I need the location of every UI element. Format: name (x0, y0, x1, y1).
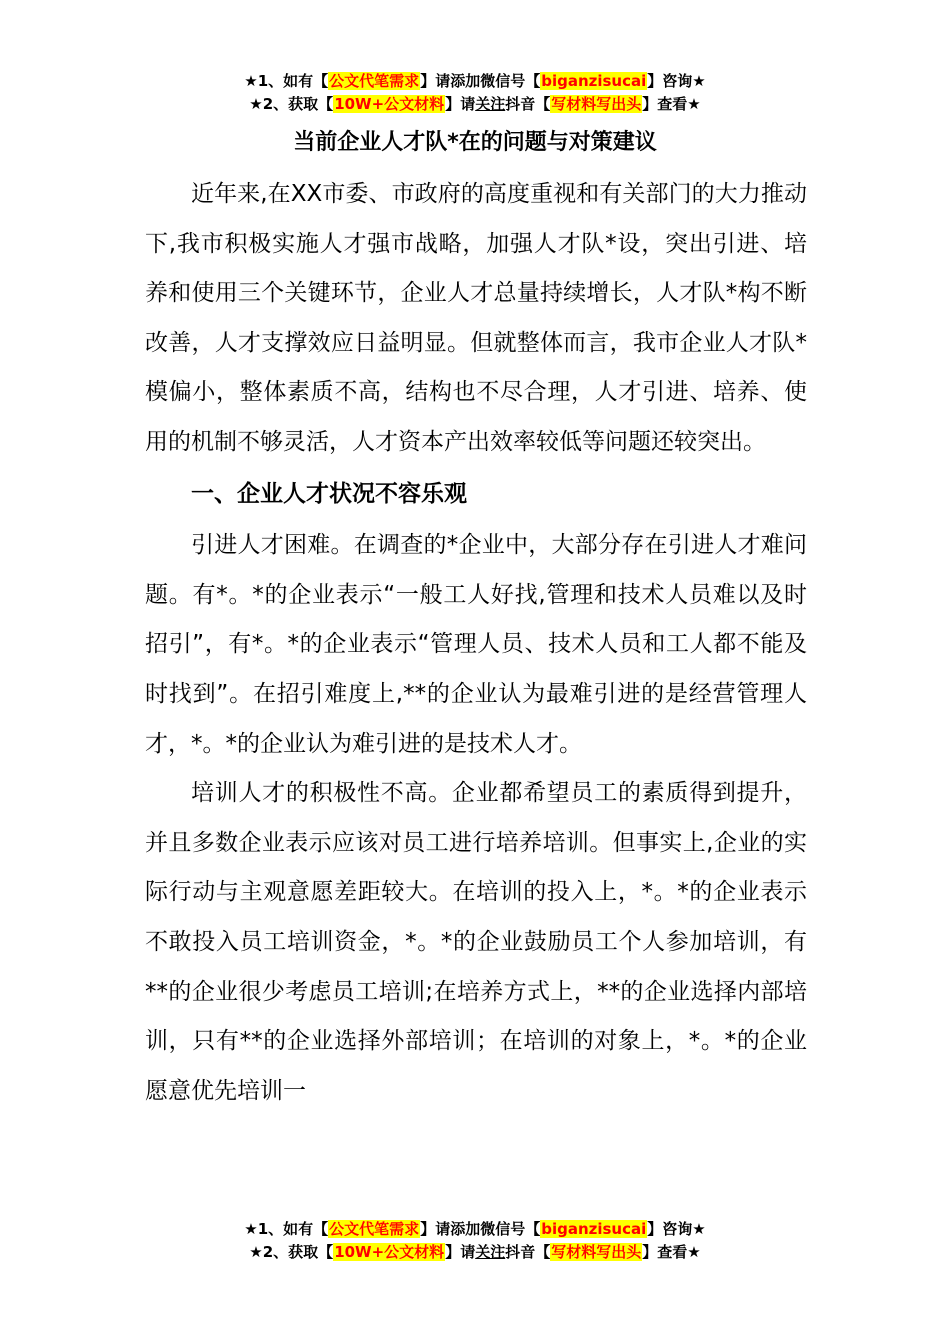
footer-banner (0, 1218, 950, 1264)
banner-highlight: biganzisucai (541, 1220, 647, 1238)
banner-text: 】咨询★ (647, 72, 706, 90)
banner-text: 】请 (445, 95, 476, 113)
banner-line-2 (0, 93, 950, 116)
banner-line-1 (0, 1218, 950, 1241)
banner-text: 】请 (445, 1243, 476, 1261)
banner-text: 抖音【 (505, 95, 551, 113)
banner-highlight: 10W+公文材料 (334, 95, 445, 113)
banner-text: 】查看★ (642, 1243, 701, 1261)
section-heading-1: 一、企业人才状况不容乐观 (191, 480, 467, 507)
banner-line-1 (0, 70, 950, 93)
banner-underline: 关注 (475, 95, 506, 113)
banner-text: ★2、获取【 (249, 1243, 334, 1261)
document-body (145, 170, 807, 1116)
banner-text: ★1、如有【 (244, 1220, 329, 1238)
paragraph-training: 培训人才的积极性不高。企业都希望员工的素质得到提升，并且多数企业表示应该对员工进行培养培训。但事实上,企业的实际行动与主观意愿差距较大。在培训的投入上，*。*的企业表示不敢投入员工培训资金，*。*的企业鼓励员工个人参加培训，有**的企业很少考虑员工培训;在培养方式上，**的企业选择内部培训，只有**的企业选择外部培训；在培训的对象上，*。*的企业愿意优先培训一 (145, 780, 807, 1104)
banner-text: ★1、如有【 (244, 72, 329, 90)
banner-underline: 关注 (475, 1243, 506, 1261)
banner-text: 】咨询★ (647, 1220, 706, 1238)
banner-line-2 (0, 1241, 950, 1264)
banner-highlight: 公文代笔需求 (329, 1220, 420, 1238)
paragraph-intro: 近年来,在XX市委、市政府的高度重视和有关部门的大力推动下,我市积极实施人才强市战略，加强人才队*设，突出引进、培养和使用三个关键环节，企业人才总量持续增长，人才队*构不断改善，人才支撑效应日益明显。但就整体而言，我市企业人才队*模偏小，整体素质不高，结构也不尽合理，人才引进、培养、使用的机制不够灵活，人才资本产出效率较低等问题还较突出。 (145, 181, 807, 455)
banner-text: 】请添加微信号【 (420, 72, 541, 90)
banner-highlight: 10W+公文材料 (334, 1243, 445, 1261)
document-title: 当前企业人才队*在的问题与对策建议 (293, 130, 657, 155)
banner-highlight: 写材料写出头 (551, 1243, 642, 1261)
banner-text: 】请添加微信号【 (420, 1220, 541, 1238)
banner-highlight: 公文代笔需求 (329, 72, 420, 90)
banner-text: 】查看★ (642, 95, 701, 113)
header-banner (0, 70, 950, 116)
banner-highlight: 写材料写出头 (551, 95, 642, 113)
banner-text: 抖音【 (505, 1243, 551, 1261)
banner-text: ★2、获取【 (249, 95, 334, 113)
banner-highlight: biganzisucai (541, 72, 647, 90)
paragraph-recruitment: 引进人才困难。在调查的*企业中，大部分存在引进人才难问题。有*。*的企业表示“一般工人好找,管理和技术人员难以及时招引”，有*。*的企业表示“管理人员、技术人员和工人都不能及时找到”。在招引难度上,**的企业认为最难引进的是经营管理人才，*。*的企业认为难引进的是技术人才。 (145, 532, 807, 757)
